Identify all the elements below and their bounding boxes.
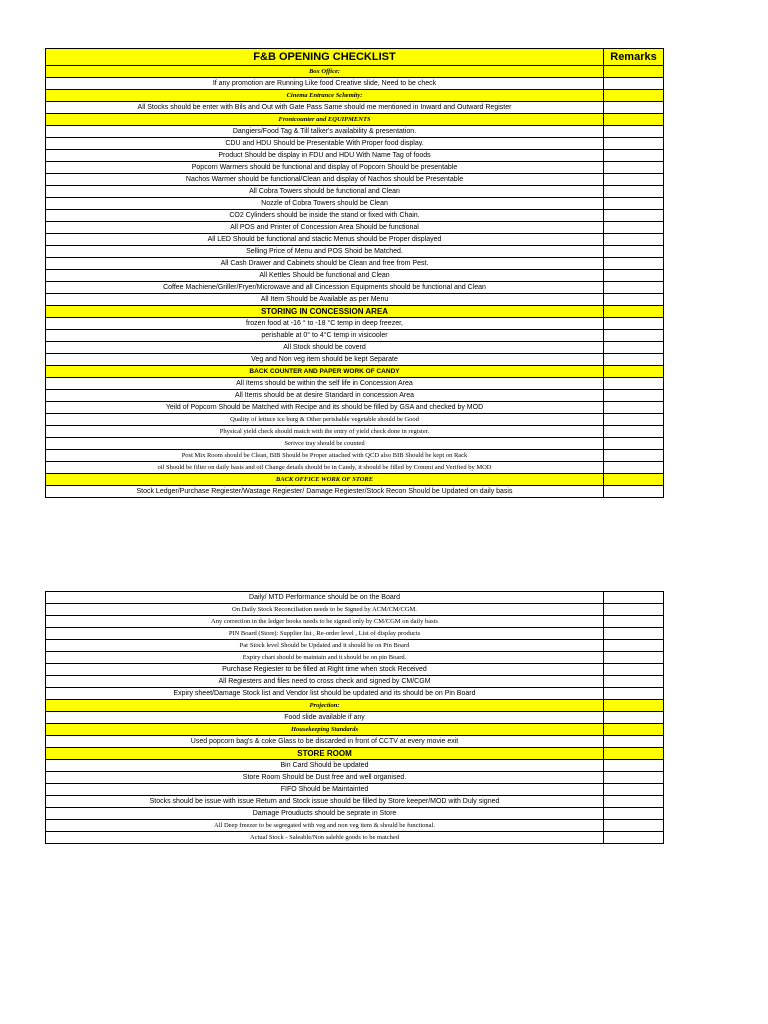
section-heading: Housekeeping Standards [46, 724, 604, 736]
remarks-cell[interactable] [604, 198, 664, 210]
section-row [46, 748, 664, 760]
checklist-row [46, 186, 664, 198]
remarks-cell[interactable] [604, 246, 664, 258]
checklist-item: CO2 Cylinders should be inside the stand or fixed with Chain. [46, 210, 604, 222]
checklist-row [46, 78, 664, 90]
section-row [46, 90, 664, 102]
checklist-row [46, 258, 664, 270]
checklist-item: If any promotion are Running Like food Creative slide, Need to be check [46, 78, 604, 90]
checklist-row [46, 378, 664, 390]
remarks-cell[interactable] [604, 486, 664, 498]
remarks-cell[interactable] [604, 592, 664, 604]
checklist-item: Nozzle of Cobra Towers should be Clean [46, 198, 604, 210]
checklist-table-2 [45, 591, 664, 844]
remarks-cell[interactable] [604, 736, 664, 748]
remarks-cell[interactable] [604, 306, 664, 318]
checklist-item: Physical yield check should match with the entry of yield check done in register. [46, 426, 604, 438]
checklist-item: Selling Price of Menu and POS Shoid be Matched. [46, 246, 604, 258]
checklist-item: Any correction in the ledger books needs to be signed only by CM/CGM on daily basis [46, 616, 604, 628]
checklist-row [46, 808, 664, 820]
checklist-row [46, 330, 664, 342]
remarks-cell[interactable] [604, 474, 664, 486]
checklist-row [46, 246, 664, 258]
checklist-row [46, 294, 664, 306]
checklist-row [46, 402, 664, 414]
checklist-row [46, 234, 664, 246]
remarks-cell[interactable] [604, 402, 664, 414]
remarks-cell[interactable] [604, 426, 664, 438]
checklist-row [46, 712, 664, 724]
section-heading: BACK COUNTER AND PAPER WORK OF CANDY [46, 366, 604, 378]
checklist-table-1 [45, 48, 664, 498]
checklist-row [46, 282, 664, 294]
checklist-item: Coffee Machiene/Griller/Fryer/Microwave and all Cincession Equipments should be functional and Clean [46, 282, 604, 294]
remarks-cell[interactable] [604, 366, 664, 378]
remarks-cell[interactable] [604, 138, 664, 150]
checklist-item: Serivce tray should be counted [46, 438, 604, 450]
checklist-row [46, 210, 664, 222]
remarks-cell[interactable] [604, 66, 664, 78]
checklist-item: Stock Ledger/Purchase Regiester/Wastage Regiester/ Damage Regiester/Stock Recon Should be Updated on daily basis [46, 486, 604, 498]
checklist-row [46, 318, 664, 330]
section-heading: Projection: [46, 700, 604, 712]
checklist-item: perishable at 0° to 4°C temp in visicooler [46, 330, 604, 342]
section-heading: Frontcounter and EQUIPMENTS [46, 114, 604, 126]
checklist-row [46, 592, 664, 604]
remarks-cell[interactable] [604, 462, 664, 474]
section-row [46, 306, 664, 318]
remarks-cell[interactable] [604, 174, 664, 186]
remarks-cell[interactable] [604, 712, 664, 724]
remarks-cell[interactable] [604, 832, 664, 844]
checklist-item: Actual Stock - Saleable/Non saleble goods to be matched [46, 832, 604, 844]
remarks-cell[interactable] [604, 808, 664, 820]
checklist-row [46, 628, 664, 640]
section-heading: Box Office: [46, 66, 604, 78]
remarks-cell[interactable] [604, 652, 664, 664]
remarks-cell[interactable] [604, 186, 664, 198]
checklist-item: On Daily Stock Reconciliation needs to be Signed by ACM/CM/CGM. [46, 604, 604, 616]
checklist-item: Food slide available if any [46, 712, 604, 724]
checklist-row [46, 438, 664, 450]
remarks-cell[interactable] [604, 628, 664, 640]
remarks-cell[interactable] [604, 114, 664, 126]
remarks-cell[interactable] [604, 820, 664, 832]
remarks-cell[interactable] [604, 604, 664, 616]
remarks-cell[interactable] [604, 78, 664, 90]
remarks-cell[interactable] [604, 724, 664, 736]
section-heading: STORE ROOM [46, 748, 604, 760]
section-row [46, 114, 664, 126]
checklist-item: Bin Card Should be updated [46, 760, 604, 772]
remarks-cell[interactable] [604, 126, 664, 138]
checklist-item: FIFO Should be Maintainted [46, 784, 604, 796]
section-row [46, 366, 664, 378]
checklist-row [46, 162, 664, 174]
checklist-row [46, 450, 664, 462]
remarks-cell[interactable] [604, 438, 664, 450]
checklist-item: Quality of lettuce ice burg & Other perishable vegetable should be Good [46, 414, 604, 426]
remarks-cell[interactable] [604, 270, 664, 282]
checklist-item: Dangiers/Food Tag & Till talker's availability & presentation. [46, 126, 604, 138]
checklist-row [46, 784, 664, 796]
remarks-cell[interactable] [604, 700, 664, 712]
checklist-item: Stocks should be issue with issue Return and Stock issue should be filled by Store keeper/MOD with Duly signed [46, 796, 604, 808]
section-heading: Cinema Entrance Schemity: [46, 90, 604, 102]
checklist-item: All Regiesters and files need to cross check and signed by CM/CGM [46, 676, 604, 688]
remarks-cell[interactable] [604, 222, 664, 234]
checklist-row [46, 760, 664, 772]
checklist-item: All Items should be within the self life in Concession Area [46, 378, 604, 390]
checklist-item: Expiry chart should be maintain and it should be on pin Board. [46, 652, 604, 664]
checklist-item: Yeild of Popcorn Should be Matched with Recipe and its should be filled by GSA and checked by MOD [46, 402, 604, 414]
checklist-item: frozen food at -16 ° to -18 °C temp in deep freezer, [46, 318, 604, 330]
remarks-cell[interactable] [604, 330, 664, 342]
remarks-cell[interactable] [604, 150, 664, 162]
checklist-item: Store Room Should be Dust free and well organised. [46, 772, 604, 784]
checklist-item: Damage Prouducts should be seprate in Store [46, 808, 604, 820]
section-row [46, 474, 664, 486]
remarks-cell[interactable] [604, 162, 664, 174]
remarks-cell[interactable] [604, 258, 664, 270]
checklist-item: Nachos Warmer should be functional/Clean and display of Nachos should be Presentable [46, 174, 604, 186]
section-row [46, 700, 664, 712]
checklist-item: Used popcorn bag's & coke Glass to be discarded in front of CCTV at every movie exit [46, 736, 604, 748]
remarks-cell[interactable] [604, 616, 664, 628]
checklist-item: All Cobra Towers should be functional and Clean [46, 186, 604, 198]
section-heading: STORING IN CONCESSION AREA [46, 306, 604, 318]
remarks-cell[interactable] [604, 234, 664, 246]
remarks-cell[interactable] [604, 294, 664, 306]
header-row [46, 49, 664, 66]
checklist-item: Par Stock level Should be Updated and it should be on Pin Board [46, 640, 604, 652]
checklist-item: Popcorn Warmers should be functional and display of Popcorn Should be presentable [46, 162, 604, 174]
checklist-item: All LED Should be functional and stactic Menus should be Proper displayed [46, 234, 604, 246]
remarks-cell[interactable] [604, 342, 664, 354]
checklist-row [46, 174, 664, 186]
checklist-row [46, 426, 664, 438]
checklist-item: All Items should be at desire Standard in concession Area [46, 390, 604, 402]
checklist-item: All Item Should be Available as per Menu [46, 294, 604, 306]
checklist-row [46, 390, 664, 402]
remarks-cell[interactable] [604, 760, 664, 772]
checklist-item: All Kettles Should be functional and Clean [46, 270, 604, 282]
checklist-row [46, 664, 664, 676]
remarks-cell[interactable] [604, 796, 664, 808]
remarks-cell[interactable] [604, 354, 664, 366]
remarks-cell[interactable] [604, 688, 664, 700]
checklist-row [46, 462, 664, 474]
remarks-cell[interactable] [604, 282, 664, 294]
remarks-cell[interactable] [604, 390, 664, 402]
checklist-row [46, 138, 664, 150]
checklist-item: Product Should be display in FDU and HDU With Name Tag of foods [46, 150, 604, 162]
checklist-item: All Cash Drawer and Cabinets should be Clean and free from Pest. [46, 258, 604, 270]
remarks-cell[interactable] [604, 378, 664, 390]
remarks-cell[interactable] [604, 784, 664, 796]
section-heading: BACK OFFICE WORK OF STORE [46, 474, 604, 486]
checklist-row [46, 414, 664, 426]
remarks-cell[interactable] [604, 748, 664, 760]
checklist-row [46, 796, 664, 808]
checklist-row [46, 640, 664, 652]
checklist-row [46, 772, 664, 784]
remarks-cell[interactable] [604, 640, 664, 652]
checklist-item: PIN Board (Store): Supplier list , Re-order level , List of display products [46, 628, 604, 640]
checklist-title: F&B OPENING CHECKLIST [46, 49, 604, 66]
checklist-row [46, 126, 664, 138]
checklist-row [46, 832, 664, 844]
remarks-cell[interactable] [604, 102, 664, 114]
checklist-item: Daily/ MTD Performance should be on the Board [46, 592, 604, 604]
checklist-row [46, 198, 664, 210]
checklist-item: Expiry sheet/Damage Stock list and Vendor list should be updated and its should be on Pin Board [46, 688, 604, 700]
checklist-row [46, 342, 664, 354]
remarks-cell[interactable] [604, 772, 664, 784]
checklist-item: All POS and Printer of Concession Area Should be functional [46, 222, 604, 234]
checklist-item: All Stock should be coverd [46, 342, 604, 354]
checklist-item: Purchase Regiester to be filled at Right time when stock Received [46, 664, 604, 676]
checklist-row [46, 604, 664, 616]
checklist-item: oil Should be filter on daily basis and oil Change details should be in Candy, it should be filled by Commi and Verified by MOD [46, 462, 604, 474]
checklist-row [46, 736, 664, 748]
checklist-row [46, 222, 664, 234]
checklist-item: All Stocks should be enter with Bils and Out with Gate Pass Same should me mentioned in Inward and Outward Register [46, 102, 604, 114]
remarks-cell[interactable] [604, 90, 664, 102]
checklist-row [46, 676, 664, 688]
remarks-cell[interactable] [604, 414, 664, 426]
checklist-row [46, 354, 664, 366]
remarks-cell[interactable] [604, 664, 664, 676]
remarks-header: Remarks [604, 49, 664, 66]
checklist-row [46, 150, 664, 162]
remarks-cell[interactable] [604, 450, 664, 462]
checklist-row [46, 688, 664, 700]
section-row [46, 724, 664, 736]
checklist-row [46, 652, 664, 664]
checklist-row [46, 616, 664, 628]
checklist-row [46, 486, 664, 498]
checklist-item: All Deep freezer to be segregated with veg and non veg item & should be functional. [46, 820, 604, 832]
checklist-item: Veg and Non veg item should be kept Separate [46, 354, 604, 366]
remarks-cell[interactable] [604, 676, 664, 688]
remarks-cell[interactable] [604, 210, 664, 222]
checklist-item: Post Mix Room should be Clean, BIB Should be Proper attached with QCD also BIB Should be kept on Rack [46, 450, 604, 462]
remarks-cell[interactable] [604, 318, 664, 330]
checklist-row [46, 102, 664, 114]
section-row [46, 66, 664, 78]
checklist-item: CDU and HDU Should be Presentable With Proper food display. [46, 138, 604, 150]
checklist-row [46, 820, 664, 832]
checklist-row [46, 270, 664, 282]
